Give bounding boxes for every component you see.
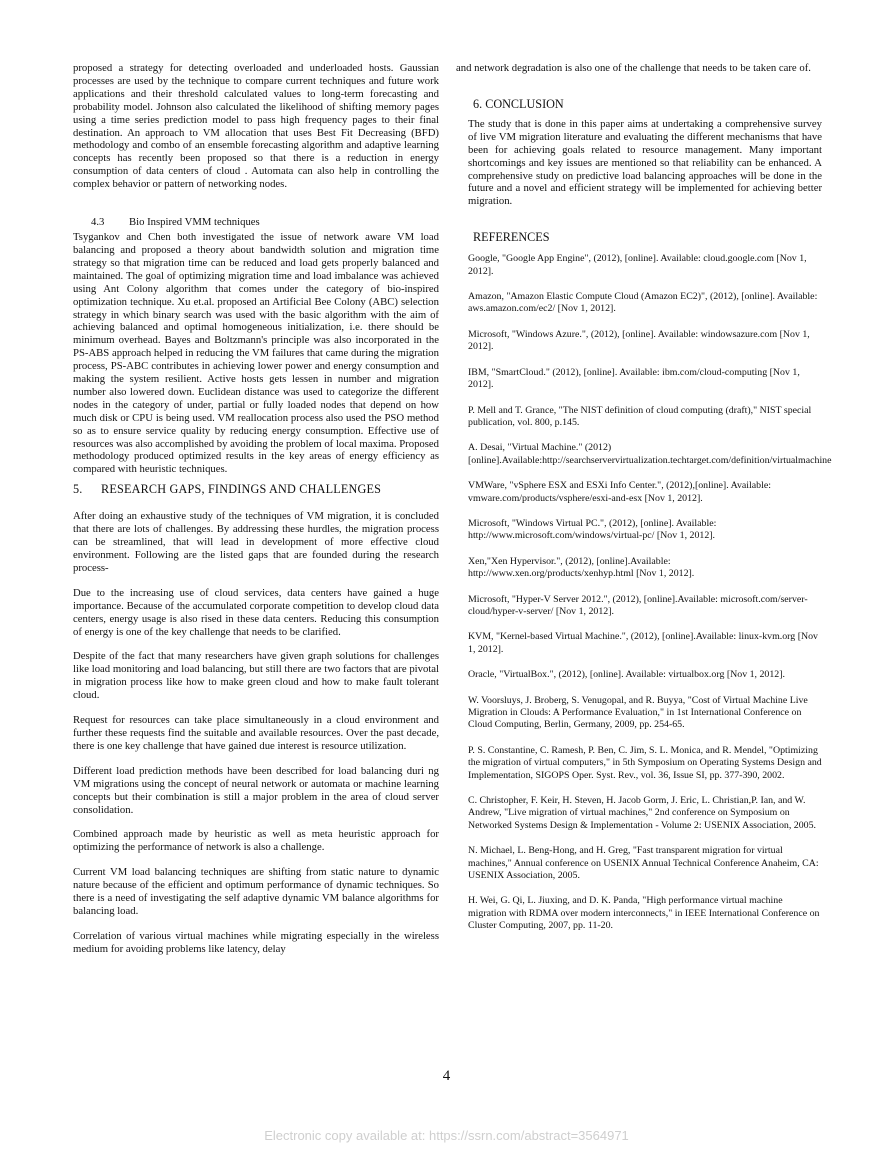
- right-column: [456, 62, 832, 933]
- paragraph-s5-5: Different load prediction methods have been described for load balancing duri ng VM migrations using the concept of neural network or automata or machine learning concepts but their combination is still a major problem in the area of cloud server consolidation.: [73, 764, 439, 816]
- paragraph-s5-6: Combined approach made by heuristic as well as meta heuristic approach for optimizing the performance of network is also a challenge.: [73, 828, 439, 854]
- reference-item: Oracle, "VirtualBox.", (2012), [online]. Available: virtualbox.org [Nov 1, 2012].: [468, 669, 785, 681]
- paragraph-s5-1: After doing an exhaustive study of the techniques of VM migration, it is concluded that there are lots of challenges. By addressing these hurdles, the migration process can be streamlined, that will lead in development of more effective cloud environment. Following are the listed gaps that are founded during the research process-: [73, 510, 439, 574]
- references-heading: REFERENCES: [473, 230, 550, 245]
- conclusion-heading: 6. CONCLUSION: [473, 96, 564, 111]
- reference-item: Amazon, "Amazon Elastic Compute Cloud (Amazon EC2)", (2012), [online]. Available: aws.amazon.com/ec2/ [Nov 1, 2012].: [468, 291, 818, 315]
- reference-item: P. Mell and T. Grance, "The NIST definition of cloud computing (draft)," NIST special publication, vol. 800, p.145.: [468, 404, 812, 428]
- reference-item: VMWare, "vSphere ESX and ESXi Info Center.", (2012),[online]. Available: vmware.com/products/vsphere/esxi-and-esx [Nov 1, 2012].: [468, 480, 771, 504]
- section-title: RESEARCH GAPS, FINDINGS AND CHALLENGES: [101, 482, 382, 497]
- reference-item: P. S. Constantine, C. Ramesh, P. Ben, C. Jim, S. L. Monica, and R. Mendel, "Optimizing the migration of virtual computers," in 5th Symposium on Operating Systems Design and Implementation, SIGOPS Oper. Syst. Rev., vol. 36, Issue SI, pp. 377-390, 2002.: [468, 744, 822, 781]
- page-number: 4: [442, 1068, 451, 1084]
- reference-item: N. Michael, L. Beng-Hong, and H. Greg, "Fast transparent migration for virtual machines," Annual conference on USENIX Annual Technical Conference Anaheim, CA: USENIX Association, 2005.: [468, 845, 819, 882]
- paragraph-s5-4: Request for resources can take place simultaneously in a cloud environment and further these requests find the suitable and available resources. Over the past decade, there is one key challenge that have gained due interest is resource utilization.: [73, 714, 439, 752]
- paragraph-continued: and network degradation is also one of the challenge that needs to be taken care of.: [456, 62, 811, 74]
- ssrn-footer: Electronic copy available at: https://ssrn.com/abstract=3564971: [264, 1128, 629, 1143]
- reference-item: KVM, "Kernel-based Virtual Machine.", (2012), [online].Available: linux-kvm.org [Nov 1, 2012].: [468, 631, 818, 655]
- paragraph-s5-7: Current VM load balancing techniques are shifting from static nature to dynamic nature because of the efficient and optimum performance of dynamic techniques. So there is a need of investigating the self adaptive dynamic VM balance algorithms for balancing load.: [73, 866, 439, 917]
- paragraph-s5-3: Despite of the fact that many researchers have given graph solutions for challenges like load monitoring and load balancing, but still there are two factors that are pivotal in migration process like how to make green cloud and how to make fault tolerant cloud.: [73, 650, 439, 702]
- reference-item: Google, "Google App Engine", (2012), [online]. Available: cloud.google.com [Nov 1, 2012].: [468, 253, 807, 277]
- reference-item: H. Wei, G. Qi, L. Jiuxing, and D. K. Panda, "High performance virtual machine migration with RDMA over modern interconnects," in IEEE International Conference on Cluster Computing, 2007, pp. 11-20.: [468, 895, 820, 932]
- subsection-title: Bio Inspired VMM techniques: [129, 216, 260, 229]
- reference-item: Microsoft, "Windows Virtual PC.", (2012), [online]. Available: http://www.microsoft.com/windows/virtual-pc/ [Nov 1, 2012].: [468, 517, 717, 542]
- reference-item: A. Desai, "Virtual Machine." (2012)[online].Available:http://searchservervirtualization.techtarget.com/definition/virtualmachine: [468, 442, 832, 466]
- paragraph-conclusion: The study that is done in this paper aims at undertaking a comprehensive survey of live VM migration literature and evaluating the different mechanisms that have been for achieving goals related to resource management. Many important shortcomings and key issues are mentioned so that reliability can be enhanced. A comprehensive study on predictive load balancing approaches will be done in the future and a novel and efficient strategy will be implemented for achieving better migration.: [468, 117, 822, 208]
- section-heading-5: [73, 482, 439, 496]
- reference-item: W. Voorsluys, J. Broberg, S. Venugopal, and R. Buyya, "Cost of Virtual Machine Live Migration in Clouds: A Performance Evaluation," in 1st International Conference on Cloud Computing, Berlin, Germany, 2009, pp. 254-65.: [468, 694, 808, 731]
- reference-item: Microsoft, "Hyper-V Server 2012.", (2012), [online].Available: microsoft.com/server-cloud/hyper-v-server/ [Nov 1, 2012].: [468, 593, 808, 617]
- reference-list: [456, 253, 832, 932]
- subsection-number: 4.3: [91, 216, 105, 229]
- paragraph-s5-8: Correlation of various virtual machines while migrating especially in the wireless medium for avoiding problems like latency, delay: [73, 929, 439, 955]
- reference-item: Xen,"Xen Hypervisor.", (2012), [online].Available: http://www.xen.org/products/xenhyp.html [Nov 1, 2012].: [468, 555, 695, 580]
- subsection-heading-4-3: [91, 216, 439, 229]
- paragraph-s5-2: Due to the increasing use of cloud services, data centers have gained a huge importance. Because of the accumulated corporate competition to develop cloud data centers, energy usage is also rised in these data centers. Reducing this consumption of energy is one of the key challenge that needs to be clarified.: [73, 586, 439, 638]
- reference-item: IBM, "SmartCloud." (2012), [online]. Available: ibm.com/cloud-computing [Nov 1, 2012].: [468, 366, 800, 391]
- paragraph-intro: proposed a strategy for detecting overloaded and underloaded hosts. Gaussian processes are used by the technique to compare current techniques and future work applications and their threshold calculated values to long-term forecasting and probability model. Johnson also calculated the likelihood of shifting memory pages using a time series prediction model to pass high frequency pages to their final destination. An approach to VM allocation that uses Best Fit Decreasing (BFD) methodology and combo of an ensemble forecasting algorithm and adaptive learning concepts has recently been proposed so that there is a reduction in energy consumption of data centers of cloud . Automata can also help in controlling the complex behavior or pattern of networking nodes.: [73, 62, 439, 191]
- reference-item: C. Christopher, F. Keir, H. Steven, H. Jacob Gorm, J. Eric, L. Christian,P. Ian, and W. Andrew, "Live migration of virtual machines," 2nd conference on Symposium on Networked Systems Design & Implementation - Volume 2: USENIX Association, 2005.: [468, 795, 816, 831]
- section-number: 5.: [73, 482, 83, 497]
- left-column: [73, 62, 439, 956]
- paragraph-bio-inspired: Tsygankov and Chen both investigated the issue of network aware VM load balancing and proposed a theory about bandwidth solution and migration time strategy so that migration time can be reduced and load gets properly balanced and maintained. The goal of optimizing migration time and load imbalance was achieved using Ant Colony algorithm that comes under the category of bio-inspired optimization technique. Xu et.al. proposed an Artificial Bee Colony (ABC) selection strategy in which binary search was used with the basic algorithm with the aim of achieving balanced and optimal homogeneous initialization, i.e. there should be minimum overhead. Bayes and Boltzmann's principle was also incorporated in the PS-ABS approach helped in reducing the VM failures that came during the migration process, PS-ABC contributes in achieving lower power and energy consumption and making the system resilient. Active hosts gets lessen in number and migration number also lowered down. Euclidean distance was used to categorize the different nodes in the category of under, partial or fully loaded nodes that depend on how much disk or CPU is being used. VM reallocation process also used the PSO method so as to ensure service quality by reducing energy consumption. Effective use of resources was also accomplished by avoiding the problem of local maxima. Proposed methodology produced optimized results in the key areas of energy efficiency as compared with heuristic techniques.: [73, 231, 439, 476]
- reference-item: Microsoft, "Windows Azure.", (2012), [online]. Available: windowsazure.com [Nov 1, 2012].: [468, 328, 810, 353]
